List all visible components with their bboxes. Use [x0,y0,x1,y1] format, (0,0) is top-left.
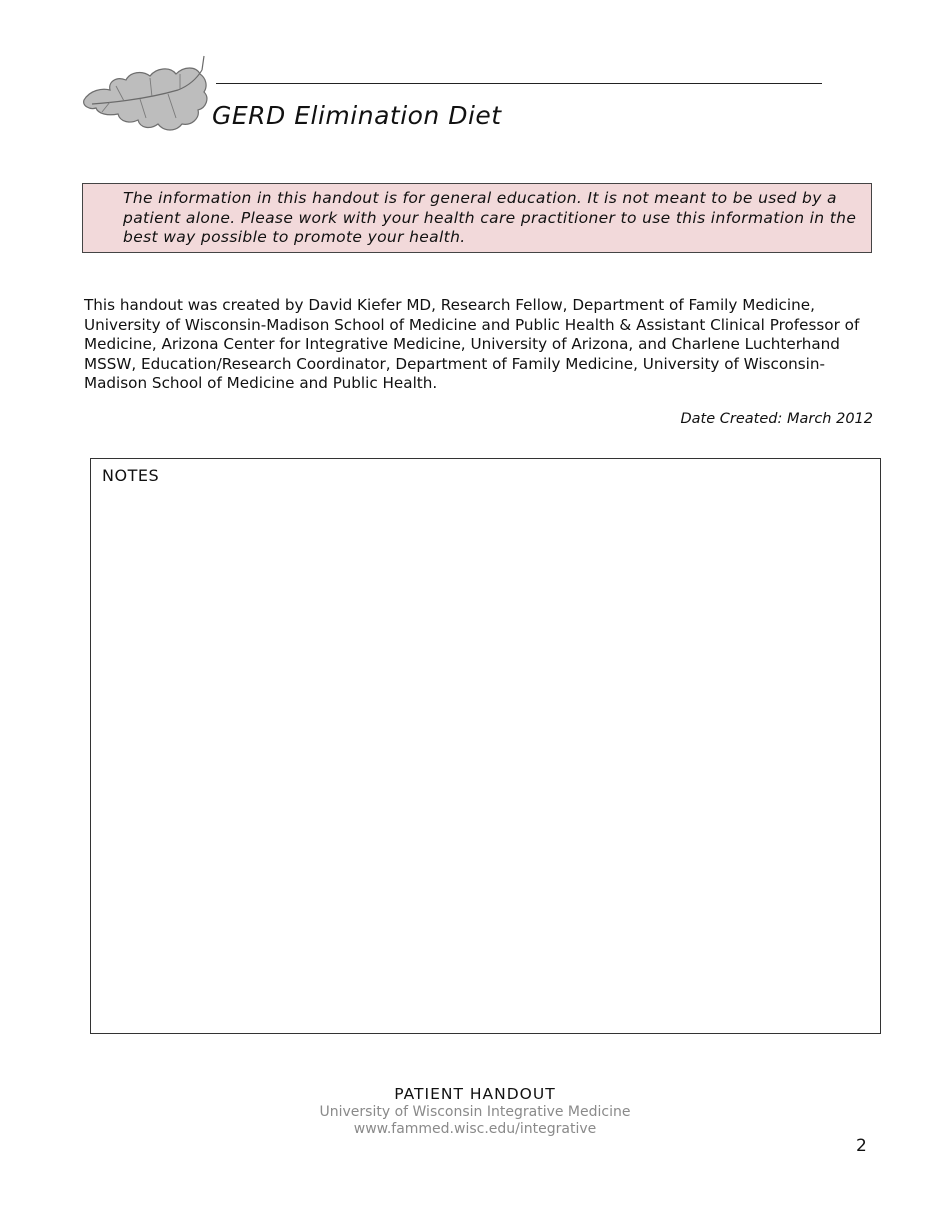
page-number: 2 [856,1136,867,1156]
disclaimer-text: The information in this handout is for general education. It is not meant to be used by a patient alone. Please work with your health care practitioner to use this information in the best way possible to promote your health. [123,189,857,247]
disclaimer-box [82,183,872,253]
footer-website: www.fammed.wisc.edu/integrative [353,1120,597,1137]
date-created: Date Created: March 2012 [680,411,873,427]
oak-leaf-icon [80,52,212,134]
footer-organization: University of Wisconsin Integrative Medicine [319,1104,631,1120]
footer-title: PATIENT HANDOUT [394,1085,556,1103]
document-title: GERD Elimination Diet [212,101,502,130]
notes-label: NOTES [102,466,160,485]
credits-paragraph: This handout was created by David Kiefer MD, Research Fellow, Department of Family Medicine, University of Wisconsin-Madison School of Medicine and Public Health & Assistant Clinical Professor of Medicine, Arizona Center for Integrative Medicine, University of Arizona, and Charlene Luchterhand MSSW, Education/Research Coordinator, Department of Family Medicine, University of Wisconsin-Madison School of Medicine and Public Health. [84,296,860,393]
footer [0,1085,950,1137]
notes-box [90,458,881,1034]
header-divider [216,83,822,84]
